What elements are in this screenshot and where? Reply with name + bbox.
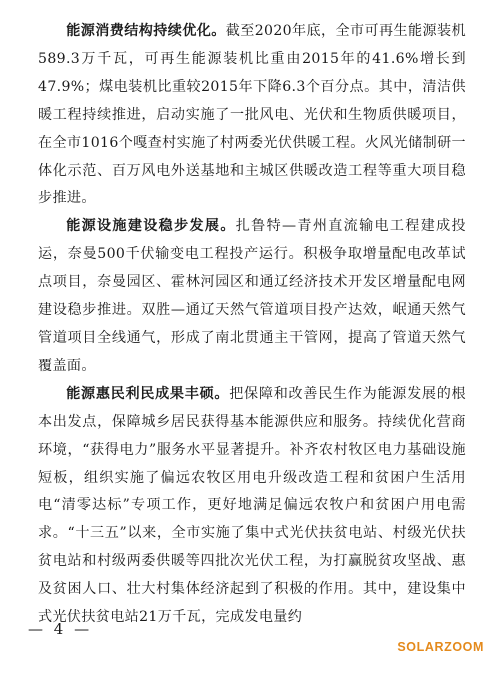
paragraph-text: 截至2020年底，全市可再生能源装机589.3万千瓦，可再生能源装机比重由2015年的41.6%增长到47.9%；煤电装机比重较2015年下降6.3个百分点。其中，清洁供暖工程持续推进，启动实施了一批风电、光伏和生物质供暖项目，在全市1016个嘎查村实施了村两委光伏供暖工程。火风光储制研一体化示范、百万风电外送基地和主城区供暖改造工程等重大项目稳步推进。: [38, 23, 466, 207]
paragraph-energy-livelihood: [38, 381, 466, 632]
paragraph-energy-consumption: [38, 18, 466, 213]
paragraph-text: 扎鲁特—青州直流输电工程建成投运，奈曼500千伏输变电工程投产运行。积极争取增量配电改革试点项目，奈曼园区、霍林河园区和通辽经济技术开发区增量配电网建设稳步推进。双胜—通辽天然气管道项目投产达效，岷通天然气管道项目全线通气，形成了南北贯通主干管网，提高了管道天然气覆盖面。: [38, 218, 466, 374]
paragraph-text: 把保障和改善民生作为能源发展的根本出发点，保障城乡居民获得基本能源供应和服务。持续优化营商环境，“获得电力”服务水平显著提升。补齐农村牧区电力基础设施短板，组织实施了偏远农牧区用电升级改造工程和贫困户生活用电“清零达标”专项工作，更好地满足偏远农牧户和贫困户用电需求。“十三五”以来，全市实施了集中式光伏扶贫电站、村级光伏扶贫电站和村级两委供暖等四批次光伏工程，为打赢脱贫攻坚战、惠及贫困人口、壮大村集体经济起到了积极的作用。其中，建设集中式光伏扶贫电站21万千瓦，完成发电量约: [38, 385, 466, 626]
paragraph-lead: 能源设施建设稳步发展。: [66, 218, 236, 235]
page-number: — 4 —: [28, 620, 93, 638]
watermark-logo: SOLARZOOM: [397, 640, 484, 654]
document-body: [38, 18, 466, 632]
paragraph-energy-facilities: [38, 213, 466, 380]
paragraph-lead: 能源惠民利民成果丰硕。: [66, 385, 230, 402]
paragraph-lead: 能源消费结构持续优化。: [66, 23, 226, 39]
